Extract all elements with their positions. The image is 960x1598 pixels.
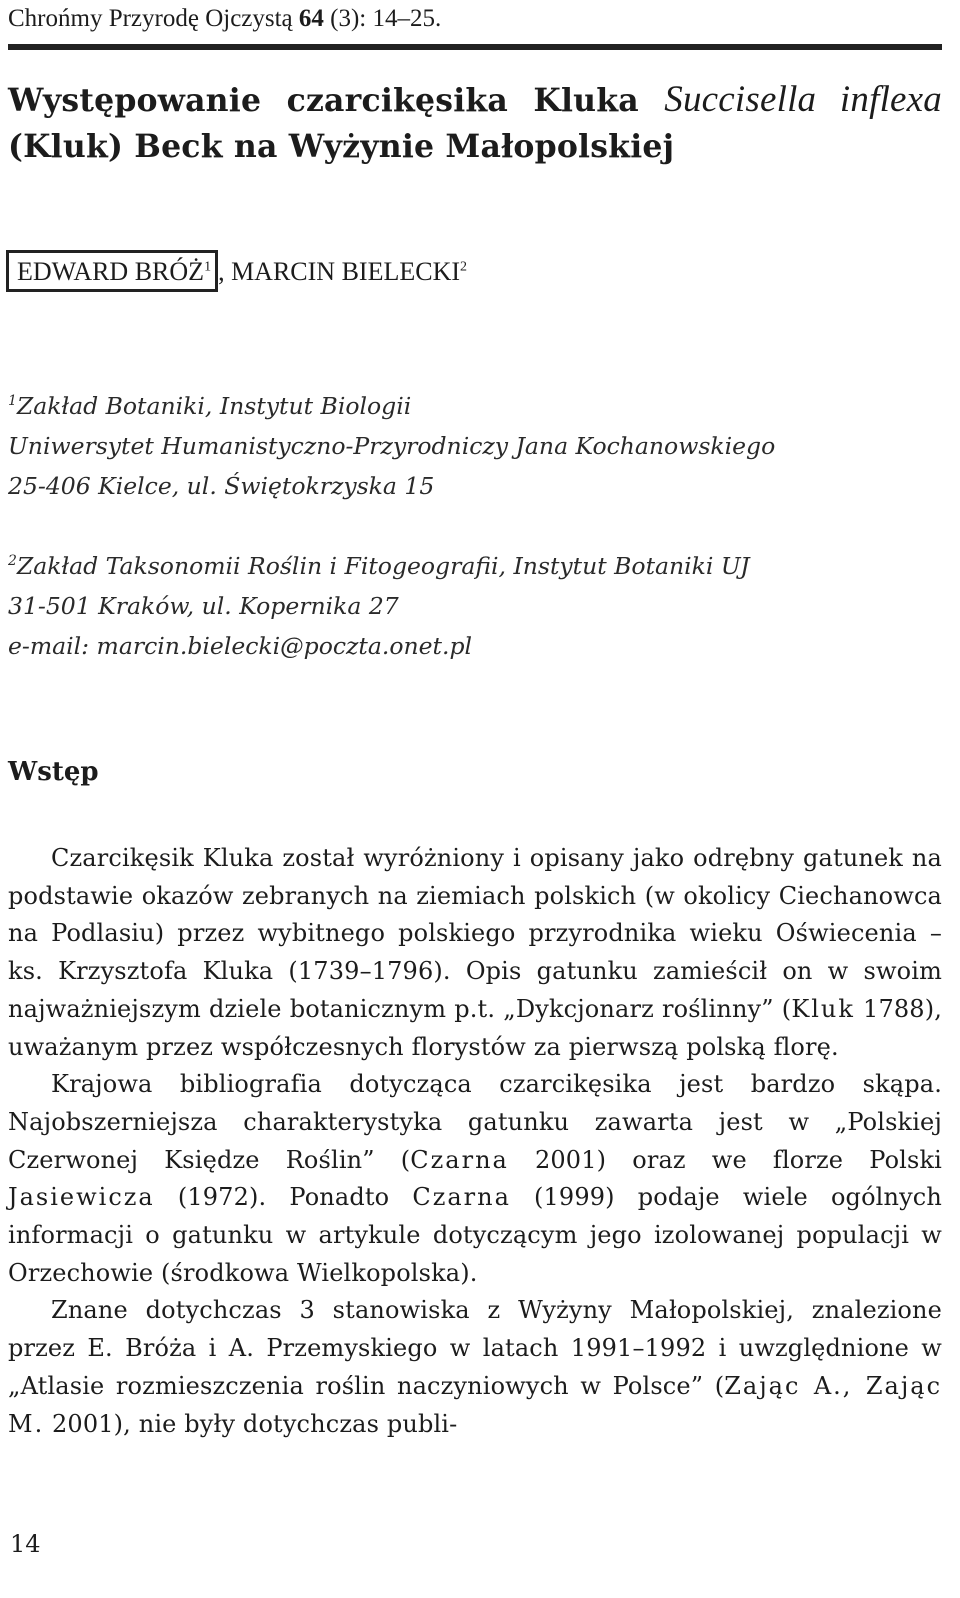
title-part-1: Występowanie czarcikęsika Kluka: [8, 82, 665, 119]
citation: Czarna: [412, 1183, 511, 1212]
author-separator: ,: [218, 257, 232, 286]
author-2-affil-mark: 2: [460, 259, 467, 275]
affiliation-2-line-2: 31-501 Kraków, ul. Kopernika 27: [8, 592, 399, 620]
header-rule: [8, 44, 942, 50]
affiliation-2-email[interactable]: e-mail: marcin.bielecki@poczta.onet.pl: [8, 632, 472, 660]
affiliation-1-line-3: 25-406 Kielce, ul. Świętokrzyska 15: [8, 472, 435, 500]
affiliation-2-mark: 2: [8, 553, 17, 570]
citation: Jasiewicza: [8, 1183, 155, 1212]
journal-name: Chrońmy Przyrodę Ojczystą: [8, 5, 299, 32]
author-1-affil-mark: 1: [204, 259, 212, 275]
author-2-name: MARCIN BIELECKI: [231, 257, 460, 286]
journal-volume: 64: [298, 5, 324, 32]
title-part-2: (Kluk) Beck na Wyżynie Małopolskiej: [8, 128, 675, 165]
paragraph-2: Krajowa bibliografia dotycząca czarcikęsika jest bardzo skąpa. Najobszerniejsza charakterystyka gatunku zawarta jest w „Polskiej Czerwonej Księdze Roślin” (Czarna 2001) oraz we florze Polski Jasiewicza (1972). Ponadto Czarna (1999) podaje wiele ogólnych informacji o gatunku w artykule dotyczącym jego izolowanej populacji w Orzechowie (środkowa Wielkopolska).: [8, 1070, 943, 1287]
article-title: [8, 77, 942, 170]
paragraph-3: Znane dotychczas 3 stanowiska z Wyżyny Małopolskiej, znalezione przez E. Bróża i A. Przemyskiego w latach 1991–1992 i uwzględnione w „Atlasie rozmieszczenia roślin naczyniowych w Polsce” (Zając A., Zając M. 2001), nie były dotychczas publi-: [8, 1296, 943, 1438]
affiliation-1-mark: 1: [8, 393, 17, 410]
affiliation-2: [8, 546, 942, 666]
citation: Czarna: [410, 1145, 509, 1174]
affiliation-1-line-1: $^1$Zakład Botaniki, Instytut Biologii: [8, 392, 412, 420]
journal-header: [8, 4, 942, 34]
citation: Kluk: [791, 994, 855, 1023]
journal-issue-pages: (3): 14–25.: [323, 5, 442, 32]
author-line: [8, 250, 942, 292]
paragraph-1: Czarcikęsik Kluka został wyróżniony i opisany jako odrębny gatunek na podstawie okazów zebranych na ziemiach polskich (w okolicy Ciechanowca na Podlasiu) przez wybitnego polskiego przyrodnika wieku Oświecenia – ks. Krzysztofa Kluka (1739–1796). Opis gatunku zamieścił on w swoim najważniejszym dziele botanicznym p.t. „Dykcjonarz roślinny” (Kluk 1788), uważanym przez współczesnych florystów za pierwszą polską florę.: [8, 844, 943, 1061]
article-body: [8, 840, 942, 1443]
affiliation-1-line-2: Uniwersytet Humanistyczno-Przyrodniczy Jana Kochanowskiego: [8, 432, 776, 460]
citation: Zając A., Zając M.: [8, 1371, 943, 1438]
section-heading: Wstęp: [8, 757, 99, 787]
title-latin-name: Succisella inflexa: [664, 79, 943, 120]
author-1-box: [6, 250, 218, 292]
affiliation-2-line-1: $^2$Zakład Taksonomii Roślin i Fitogeografii, Instytut Botaniki UJ: [8, 552, 750, 580]
author-1-name: EDWARD BRÓŻ: [17, 257, 205, 286]
page-number: 14: [10, 1530, 41, 1558]
affiliation-1: [8, 386, 942, 506]
article-page: [8, 0, 942, 1443]
